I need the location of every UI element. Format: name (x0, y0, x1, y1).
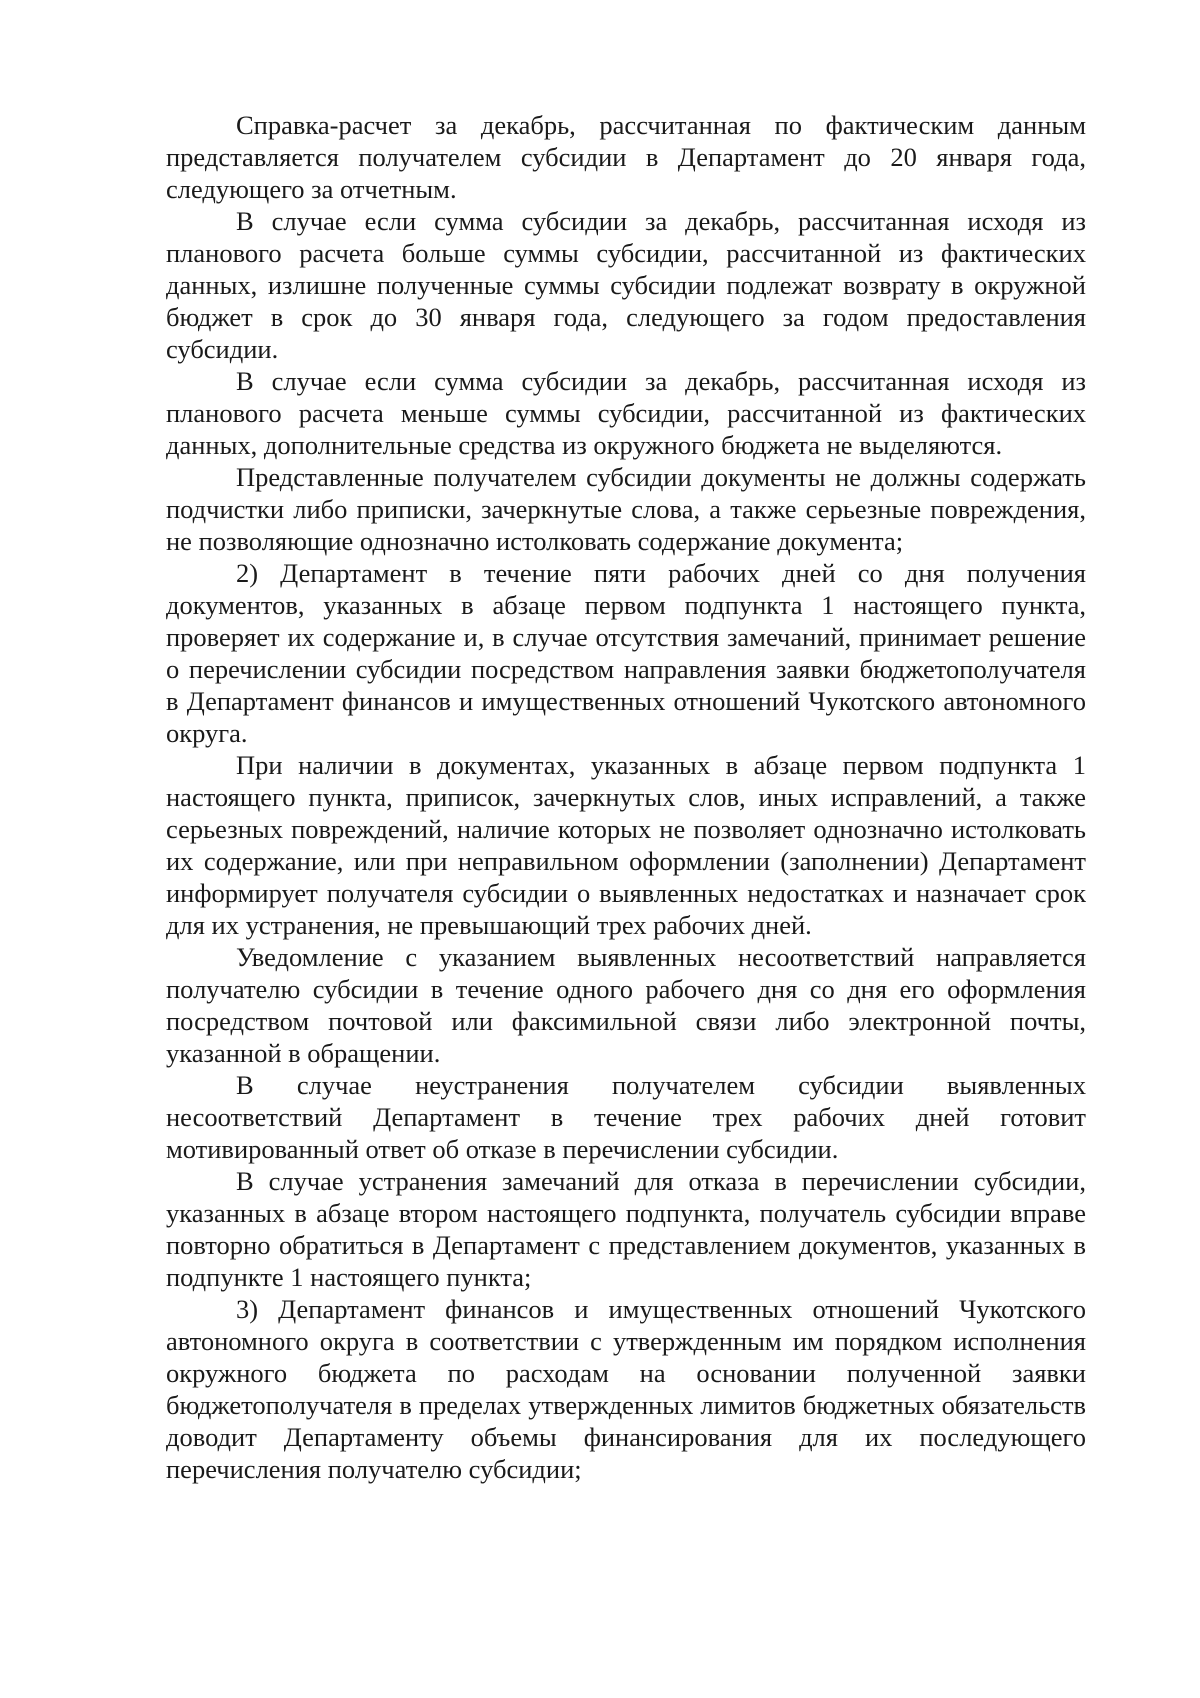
paragraph-december-calculation: Справка-расчет за декабрь, рассчитанная по фактическим данным представляется получателем субсидии в Департамент до 20 января года, следующего за отчетным. (166, 110, 1086, 204)
paragraph-refusal: В случае неустранения получателем субсидии выявленных несоответствий Департамент в течение трех рабочих дней готовит мотивированный ответ об отказе в перечислении субсидии. (166, 1070, 1086, 1164)
paragraph-resubmission: В случае устранения замечаний для отказа в перечислении субсидии, указанных в абзаце втором настоящего подпункта, получатель субсидии вправе повторно обратиться в Департамент с представлением документов, указанных в подпункте 1 настоящего пункта; (166, 1166, 1086, 1292)
paragraph-document-requirements: Представленные получателем субсидии документы не должны содержать подчистки либо приписки, зачеркнутые слова, а также серьезные повреждения, не позволяющие однозначно истолковать содержание документа; (166, 462, 1086, 556)
paragraph-corrections-found: При наличии в документах, указанных в абзаце первом подпункта 1 настоящего пункта, приписок, зачеркнутых слов, иных исправлений, а также серьезных повреждений, наличие которых не позволяет однозначно истолковать их содержание, или при неправильном оформлении (заполнении) Департамент информирует получателя субсидии о выявленных недостатках и назначает срок для их устранения, не превышающий трех рабочих дней. (166, 750, 1086, 940)
paragraph-item-3: 3) Департамент финансов и имущественных отношений Чукотского автономного округа в соответствии с утвержденным им порядком исполнения окружного бюджета по расходам на основании полученной заявки бюджетополучателя в пределах утвержденных лимитов бюджетных обязательств доводит Департаменту объемы финансирования для их последующего перечисления получателю субсидии; (166, 1294, 1086, 1484)
document-body (166, 109, 1086, 1485)
paragraph-item-2: 2) Департамент в течение пяти рабочих дней со дня получения документов, указанных в абзаце первом подпункта 1 настоящего пункта, проверяет их содержание и, в случае отсутствия замечаний, принимает решение о перечислении субсидии посредством направления заявки бюджетополучателя в Департамент финансов и имущественных отношений Чукотского автономного округа. (166, 558, 1086, 748)
paragraph-overpayment-return: В случае если сумма субсидии за декабрь, рассчитанная исходя из планового расчета больше суммы субсидии, рассчитанной из фактических данных, излишне полученные суммы субсидии подлежат возврату в окружной бюджет в срок до 30 января года, следующего за годом предоставления субсидии. (166, 206, 1086, 364)
paragraph-notification: Уведомление с указанием выявленных несоответствий направляется получателю субсидии в течение одного рабочего дня со дня его оформления посредством почтовой или факсимильной связи либо электронной почты, указанной в обращении. (166, 942, 1086, 1068)
paragraph-underpayment: В случае если сумма субсидии за декабрь, рассчитанная исходя из планового расчета меньше суммы субсидии, рассчитанной из фактических данных, дополнительные средства из окружного бюджета не выделяются. (166, 366, 1086, 460)
